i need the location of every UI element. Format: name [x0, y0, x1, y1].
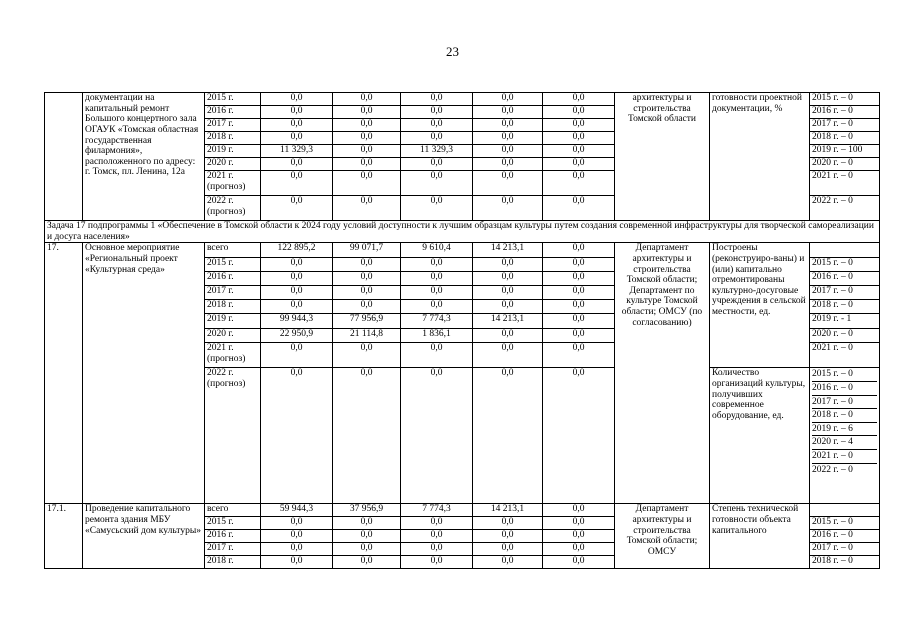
amount-cell: 14 213,1 [473, 243, 543, 258]
year-cell: 2020 г. [205, 329, 261, 343]
year-cell: 2020 г. [205, 158, 261, 171]
amount-cell: 0,0 [401, 543, 473, 556]
amount-cell: 0,0 [261, 119, 333, 132]
amount-cell: 0,0 [333, 258, 401, 272]
indicator-value: 2016 г. – 0 [810, 272, 880, 286]
indicator-name: Построены (реконструиро-ваны) и (или) капитально отремонтированы культурно-досуговые учреждения в сельской местности, ед. [710, 243, 810, 368]
amount-cell: 0,0 [543, 158, 615, 171]
program-table [44, 92, 880, 569]
amount-cell: 0,0 [261, 300, 333, 314]
year-cell: всего [205, 243, 261, 258]
amount-cell: 0,0 [261, 93, 333, 106]
amount-cell: 77 956,9 [333, 314, 401, 329]
year-cell: 2022 г. (прогноз) [205, 196, 261, 221]
amount-cell: 0,0 [401, 300, 473, 314]
amount-cell: 0,0 [401, 286, 473, 300]
indicator-value: 2017 г. – 0 [810, 119, 880, 132]
amount-cell: 0,0 [261, 171, 333, 196]
indicator-value: 2021 г. – 0 [810, 343, 880, 368]
indicator-name: готовности проектной документации, % [710, 93, 810, 221]
amount-cell: 0,0 [543, 243, 615, 258]
year-cell: 2018 г. [205, 132, 261, 145]
amount-cell: 0,0 [333, 368, 401, 504]
amount-cell: 0,0 [333, 517, 401, 530]
amount-cell: 14 213,1 [473, 504, 543, 517]
amount-cell: 0,0 [543, 106, 615, 119]
amount-cell: 0,0 [333, 106, 401, 119]
row-number [45, 93, 83, 221]
amount-cell: 14 213,1 [473, 314, 543, 329]
indicator-value: 2017 г. – 0 [810, 543, 880, 556]
indicator-value: 2017 г. – 0 [812, 396, 877, 410]
indicator-value: 2021 г. – 0 [812, 450, 877, 464]
amount-cell: 0,0 [543, 556, 615, 569]
indicator-value: 2015 г. – 0 [810, 93, 880, 106]
amount-cell: 0,0 [543, 343, 615, 368]
amount-cell: 0,0 [261, 258, 333, 272]
amount-cell: 0,0 [543, 258, 615, 272]
task-text: Задача 17 подпрограммы 1 «Обеспечение в Томской области к 2024 году условий доступности к лучшим образцам культуры путем создания современной инфраструктуры для творческой самореализации и досуга населения» [45, 221, 880, 243]
amount-cell: 0,0 [473, 368, 543, 504]
amount-cell: 22 950,9 [261, 329, 333, 343]
amount-cell: 59 944,3 [261, 504, 333, 517]
amount-cell: 7 774,3 [401, 314, 473, 329]
year-cell: 2015 г. [205, 258, 261, 272]
amount-cell: 0,0 [401, 93, 473, 106]
task-row [45, 221, 880, 243]
measure-name: Основное мероприятие «Региональный проект «Культурная среда» [83, 243, 205, 504]
amount-cell: 0,0 [543, 504, 615, 517]
year-cell: 2016 г. [205, 272, 261, 286]
amount-cell: 0,0 [543, 314, 615, 329]
amount-cell: 0,0 [401, 368, 473, 504]
amount-cell: 0,0 [261, 286, 333, 300]
amount-cell: 0,0 [543, 517, 615, 530]
amount-cell: 21 114,8 [333, 329, 401, 343]
amount-cell: 0,0 [473, 543, 543, 556]
indicator-value: 2020 г. – 4 [812, 436, 877, 450]
amount-cell: 0,0 [473, 272, 543, 286]
year-cell: 2018 г. [205, 556, 261, 569]
amount-cell: 0,0 [543, 530, 615, 543]
year-cell: 2022 г. (прогноз) [205, 368, 261, 504]
indicator-value [810, 243, 880, 258]
amount-cell: 0,0 [473, 158, 543, 171]
amount-cell: 0,0 [401, 530, 473, 543]
table-row [45, 504, 880, 517]
amount-cell: 99 071,7 [333, 243, 401, 258]
row-number: 17.1. [45, 504, 83, 569]
amount-cell: 0,0 [333, 93, 401, 106]
indicator-name: Количество организаций культуры, получивших современное оборудование, ед. [710, 368, 810, 504]
indicator-value: 2018 г. – 0 [810, 132, 880, 145]
amount-cell: 0,0 [473, 119, 543, 132]
year-cell: всего [205, 504, 261, 517]
amount-cell: 0,0 [473, 329, 543, 343]
amount-cell: 0,0 [401, 258, 473, 272]
amount-cell: 0,0 [543, 119, 615, 132]
amount-cell: 7 774,3 [401, 504, 473, 517]
amount-cell: 0,0 [401, 106, 473, 119]
year-cell: 2019 г. [205, 314, 261, 329]
indicator-value: 2019 г. – 6 [812, 423, 877, 437]
amount-cell: 0,0 [543, 329, 615, 343]
indicator-value: 2015 г. – 0 [810, 258, 880, 272]
amount-cell: 0,0 [401, 196, 473, 221]
amount-cell: 0,0 [473, 106, 543, 119]
amount-cell: 0,0 [473, 258, 543, 272]
amount-cell: 0,0 [473, 300, 543, 314]
amount-cell: 0,0 [543, 145, 615, 158]
amount-cell: 99 944,3 [261, 314, 333, 329]
indicator-value: 2020 г. – 0 [810, 329, 880, 343]
amount-cell: 0,0 [333, 556, 401, 569]
amount-cell: 0,0 [543, 196, 615, 221]
indicator-value [810, 504, 880, 517]
amount-cell: 0,0 [333, 272, 401, 286]
amount-cell: 0,0 [401, 556, 473, 569]
year-cell: 2021 г. (прогноз) [205, 343, 261, 368]
amount-cell: 37 956,9 [333, 504, 401, 517]
amount-cell: 0,0 [261, 543, 333, 556]
amount-cell: 0,0 [473, 530, 543, 543]
amount-cell: 0,0 [261, 368, 333, 504]
amount-cell: 0,0 [401, 343, 473, 368]
year-cell: 2019 г. [205, 145, 261, 158]
amount-cell: 1 836,1 [401, 329, 473, 343]
amount-cell: 0,0 [333, 530, 401, 543]
amount-cell: 0,0 [333, 343, 401, 368]
year-cell: 2015 г. [205, 93, 261, 106]
amount-cell: 0,0 [543, 93, 615, 106]
indicator-value-list [810, 368, 880, 504]
year-cell: 2017 г. [205, 119, 261, 132]
amount-cell: 0,0 [543, 171, 615, 196]
indicator-name: Степень технической готовности объекта капитального [710, 504, 810, 569]
amount-cell: 0,0 [473, 286, 543, 300]
amount-cell: 0,0 [261, 158, 333, 171]
amount-cell: 9 610,4 [401, 243, 473, 258]
amount-cell: 0,0 [473, 132, 543, 145]
indicator-value: 2019 г. – 100 [810, 145, 880, 158]
amount-cell: 0,0 [333, 196, 401, 221]
measure-name: Проведение капитального ремонта здания МБУ «Самусьский дом культуры» [83, 504, 205, 569]
amount-cell: 0,0 [333, 171, 401, 196]
amount-cell: 0,0 [473, 517, 543, 530]
indicator-value: 2018 г. – 0 [810, 300, 880, 314]
amount-cell: 0,0 [401, 517, 473, 530]
executor-cell: Департамент архитектуры и строительства Томской области; Департамент по культуре Томской области; ОМСУ (по согласованию) [615, 243, 710, 504]
amount-cell: 0,0 [473, 343, 543, 368]
amount-cell: 0,0 [401, 158, 473, 171]
year-cell: 2021 г. (прогноз) [205, 171, 261, 196]
indicator-value: 2016 г. – 0 [812, 382, 877, 396]
amount-cell: 0,0 [401, 132, 473, 145]
amount-cell: 0,0 [543, 300, 615, 314]
executor-cell: архитектуры и строительства Томской области [615, 93, 710, 221]
amount-cell: 0,0 [261, 556, 333, 569]
indicator-value: 2018 г. – 0 [810, 556, 880, 569]
indicator-value: 2022 г. – 0 [810, 196, 880, 221]
table-row [45, 93, 880, 106]
amount-cell: 0,0 [261, 343, 333, 368]
indicator-value: 2022 г. – 0 [812, 464, 853, 475]
year-cell: 2016 г. [205, 530, 261, 543]
amount-cell: 122 895,2 [261, 243, 333, 258]
amount-cell: 0,0 [473, 196, 543, 221]
amount-cell: 0,0 [543, 272, 615, 286]
amount-cell: 0,0 [543, 286, 615, 300]
indicator-value: 2017 г. – 0 [810, 286, 880, 300]
amount-cell: 0,0 [261, 517, 333, 530]
amount-cell: 0,0 [473, 556, 543, 569]
indicator-value: 2021 г. – 0 [810, 171, 880, 196]
indicator-value: 2016 г. – 0 [810, 530, 880, 543]
amount-cell: 0,0 [261, 530, 333, 543]
indicator-value: 2015 г. – 0 [812, 368, 877, 382]
amount-cell: 0,0 [543, 368, 615, 504]
page-number: 23 [446, 44, 459, 59]
amount-cell: 11 329,3 [261, 145, 333, 158]
indicator-value: 2018 г. – 0 [812, 409, 877, 423]
year-cell: 2017 г. [205, 286, 261, 300]
indicator-value: 2019 г. - 1 [810, 314, 880, 329]
amount-cell: 0,0 [401, 272, 473, 286]
indicator-value: 2020 г. – 0 [810, 158, 880, 171]
amount-cell: 0,0 [261, 106, 333, 119]
amount-cell: 0,0 [261, 272, 333, 286]
row-number: 17. [45, 243, 83, 504]
amount-cell: 0,0 [333, 158, 401, 171]
amount-cell: 0,0 [333, 145, 401, 158]
amount-cell: 0,0 [333, 286, 401, 300]
year-cell: 2018 г. [205, 300, 261, 314]
amount-cell: 0,0 [473, 93, 543, 106]
amount-cell: 0,0 [333, 132, 401, 145]
amount-cell: 0,0 [401, 119, 473, 132]
amount-cell: 0,0 [543, 132, 615, 145]
amount-cell: 11 329,3 [401, 145, 473, 158]
indicator-value: 2015 г. – 0 [810, 517, 880, 530]
year-cell: 2016 г. [205, 106, 261, 119]
amount-cell: 0,0 [543, 543, 615, 556]
amount-cell: 0,0 [333, 300, 401, 314]
amount-cell: 0,0 [261, 196, 333, 221]
indicator-value: 2016 г. – 0 [810, 106, 880, 119]
amount-cell: 0,0 [261, 132, 333, 145]
executor-cell: Департамент архитектуры и строительства Томской области; ОМСУ [615, 504, 710, 569]
year-cell: 2015 г. [205, 517, 261, 530]
amount-cell: 0,0 [401, 171, 473, 196]
amount-cell: 0,0 [333, 543, 401, 556]
table-row [45, 243, 880, 258]
measure-name: документации на капитальный ремонт Большого концертного зала ОГАУК «Томская областная государственная филармония», расположенного по адресу: г. Томск, пл. Ленина, 12а [83, 93, 205, 221]
year-cell: 2017 г. [205, 543, 261, 556]
amount-cell: 0,0 [333, 119, 401, 132]
amount-cell: 0,0 [473, 145, 543, 158]
amount-cell: 0,0 [473, 171, 543, 196]
